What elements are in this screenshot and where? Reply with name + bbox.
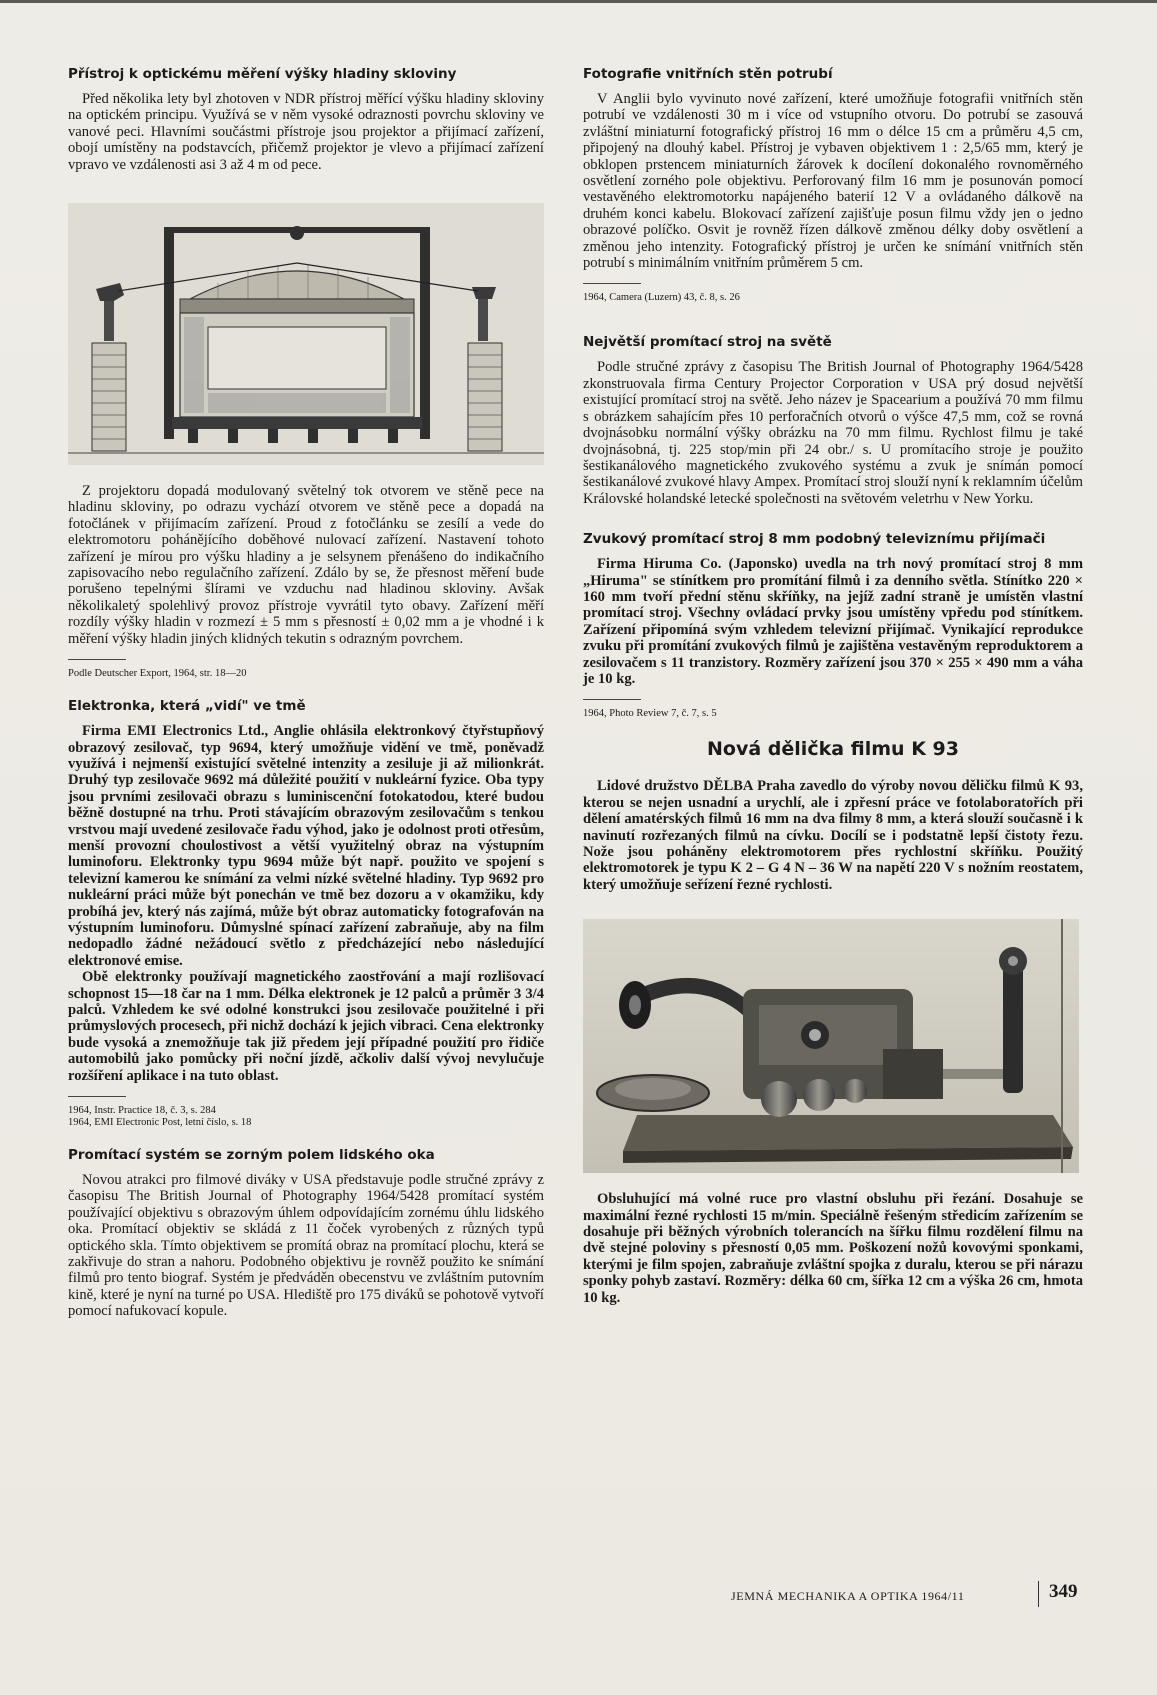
article-title: Zvukový promítací stroj 8 mm podobný televiznímu přijímači bbox=[583, 531, 1046, 548]
article-source: 1964, Camera (Luzern) 43, č. 8, s. 26 bbox=[583, 292, 740, 304]
journal-title: JEMNÁ MECHANIKA A OPTIKA 1964/11 bbox=[731, 1589, 965, 1603]
film-splitter-image bbox=[583, 919, 1079, 1173]
article-paragraph: Z projektoru dopadá modulovaný světelný tok otvorem ve stěně pece na hladinu skloviny, po odrazu vychází otvorem ve stěně pece a dopadá na fotočlánek v přijímacím zařízení. Proud z fotočlánku se zesílí a vede do elektromotoru pohánějícího doběhové nulovací zařízení. Nastavení tohoto zařízení je mírou pro výšku hladiny a je selsynem přenášeno do indikačního zapisovacího nebo regulačního zařízení. Zdálo by se, že přesnost měření bude porušeno tepelnými šlírami ve vzduchu nad hladinou skloviny. Avšak několikaletý spolehlivý provoz přístroje vyvrátil tyto obavy. Zařízení měří rozdíly výšky hladin v rozmezí ± 5 mm s přesností ± 0,02 mm a je vhodné i k měření výšky hladin jiných klidných tekutin s odrazným povrchem. bbox=[68, 483, 544, 647]
article-title: Elektronka, která „vidí" ve tmě bbox=[68, 698, 306, 715]
article-title: Přístroj k optickému měření výšky hladiny skloviny bbox=[68, 66, 457, 82]
article-night-tube bbox=[68, 698, 544, 1129]
article-paragraph: Firma EMI Electronics Ltd., Anglie ohlásila elektronkový čtyřstupňový obrazový zesilovač, typ 9694, který umožňuje vidění ve tmě, poněvadž využívá i nejmenší existující světelné intenzity a zesiluje ji až milionkrát. Druhý typ zesilovače 9692 má důležité použití v nukleární fyzice. Oba typy jsou prvními zesilovači obrazu s luminiscenční fotokatodou, které budou běžně dostupné na trhu. Proti stávajícím obrazovým zesilovačům s tenkou vrstvou mají uvedené zesilovače řadu výhod, jako je odolnost proti otřesům, menší provozní choulostivost a větší využitelný obraz na výstupním luminoforu. Elektronky typu 9694 může být např. použito ve spojení s televizní kamerou ke snímání za velmi nízké světelné hladiny. Typ 9692 pro nukleární práci může být ponechán ve tmě bez dozoru a v okamžiku, kdy probíhá jev, který nás zajímá, může být obraz automaticky fotografován na výstupním luminoforu. Důmyslné spínací zařízení zabraňuje, aby na film nedopadlo žádné nežádoucí světlo z předcházející nebo následující elektronové emise. bbox=[68, 723, 544, 969]
article-paragraph: V Anglii bylo vyvinuto nové zařízení, které umožňuje fotografii vnitřních stěn potrubí ve vzdálenosti 30 m i více od vstupního otvoru. Do potrubí se zasouvá zvláštní miniaturní fotografický přístroj 16 mm o délce 15 cm a průměru 4,5 cm, připojený na dlouhý kabel. Přístroj je vybaven objektivem 1 : 2,5/65 mm, který je obklopen prstencem miniaturních žárovek k docílení dokonalého rovnoměrného osvětlení zorného pole objektivu. Perforovaný film 16 mm je posunován pomocí vestavěného elektromotorku napájeného baterií 12 V a ovládaného dálkově na druhém konci kabelu. Blokovací zařízení zajišťuje posun filmu vždy jen o jedno obrazové políčko. Osvit je rovněž řízen dálkově změnou délky doby osvětlení a změnou jeho intenzity. Fotografický přístroj je určen ke snímání vnitřních stěn potrubí s minimálním vnitřním průměrem 5 cm. bbox=[583, 91, 1083, 272]
top-rule bbox=[0, 0, 1157, 3]
article-source: 1964, Photo Review 7, č. 7, s. 5 bbox=[583, 708, 717, 720]
source-rule bbox=[583, 699, 641, 700]
furnace-diagram bbox=[68, 203, 544, 465]
article-paragraph: Lidové družstvo DĚLBA Praha zavedlo do výroby novou děličku filmů K 93, kterou se nejen usnadní a urychlí, ale i zpřesní práce ve fotolaboratořích při dělení amatérských filmů 16 mm na dva filmy 8 mm, a která slouží současně i k navinutí rozřezaných filmů na cívku. Docílí se i podstatně lepší čistoty řezu. Nože jsou poháněny elektromotorem přes rychlostní skříňku. Použitý elektromotorek je typu K 2 – G 4 N – 36 W na napětí 220 V s nožním reostatem, který umožňuje seřízení řezné rychlosti. bbox=[583, 778, 1083, 893]
article-film-splitter bbox=[583, 738, 1083, 1306]
article-paragraph: Obsluhující má volné ruce pro vlastní obsluhu při řezání. Dosahuje se maximální řezné rychlosti 15 m/min. Speciálně řešeným středicím zařízením se dosahuje při běžných výrobních tolerancích na šířku filmu rozdělení filmu na dvě stejné poloviny s přesností 0,05 mm. Poškození nožů kovovými sponkami, kterými je film spojen, zabraňuje zvláštní spojka z duralu, kterou se při nárazu sponky pohyb zastaví. Rozměry: délka 60 cm, šířka 12 cm a výška 26 cm, hmota 10 kg. bbox=[583, 1191, 1083, 1306]
article-title: Největší promítací stroj na světě bbox=[583, 334, 832, 351]
film-splitter-photo bbox=[583, 919, 1079, 1173]
article-paragraph: Obě elektronky používají magnetického zaostřování a mají rozlišovací schopnost 15—18 čar na 1 mm. Délka elektronek je 12 palců a průměr 3 3/4 palců. Vzhledem ke své odolné konstrukci jsou zesilovače použitelné i při průmyslových procesech, při nichž dochází k jejich vibraci. Cena elektronky bude vysoká a znemožňuje tak již předem její případné použití pro řidiče automobilů jako pomůcky při noční jízdě, ačkoliv další vývoj nevylučuje rozšíření aplikace i na tuto oblast. bbox=[68, 969, 544, 1084]
article-eye-projection bbox=[68, 1147, 544, 1320]
article-source: 1964, Instr. Practice 18, č. 3, s. 284 bbox=[68, 1105, 216, 1117]
article-title: Nová dělička filmu K 93 bbox=[707, 738, 959, 761]
article-title: Fotografie vnitřních stěn potrubí bbox=[583, 66, 833, 82]
source-rule bbox=[68, 659, 126, 660]
article-paragraph: Před několika lety byl zhotoven v NDR přístroj měřící výšku hladiny skloviny na optickém principu. Využívá se v něm vysoké odraznosti povrchu skloviny ve vanové peci. Hlavními součástmi přístroje jsou projektor a přijímací zařízení, obojí umístěny na podstavcích, přičemž projektor je vlevo a přijímací zařízení vpravo ve vzdálenosti asi 3 až 4 m od pece. bbox=[68, 91, 544, 173]
article-title: Promítací systém se zorným polem lidského oka bbox=[68, 1147, 435, 1164]
footer-separator bbox=[1038, 1581, 1039, 1607]
article-paragraph: Podle stručné zprávy z časopisu The British Journal of Photography 1964/5428 zkonstruovala firma Century Projector Corporation v USA prý dosud největší existující promítací stroj na světě. Jeho název je Spacearium a používá 70 mm filmu s obrázkem sahajícím přes 10 perforačních otvorů o výšce 47,5 mm, což se rovná dvojnásobku normální výšky obrázku na 70 mm filmu. Rychlost filmu je také dvojnásobná, tj. 225 stop/min při 24 obr./ s. U promítacího stroje je použito šestikanálového magnetického zvukového systému a zvuk je snímán pomocí šestikanálové zvukové hlavy Ampex. Promítací stroj slouží nyní k reklamním účelům Královské holandské letecké společnosti na světovém veletrhu v New Yorku. bbox=[583, 359, 1083, 507]
left-column bbox=[68, 66, 544, 1320]
source-rule bbox=[583, 283, 641, 284]
source-rule bbox=[68, 1096, 126, 1097]
article-source: Podle Deutscher Export, 1964, str. 18—20 bbox=[68, 668, 247, 680]
right-column bbox=[583, 66, 1083, 1306]
article-source: 1964, EMI Electronic Post, letní číslo, s. 18 bbox=[68, 1117, 252, 1129]
page-footer bbox=[731, 1581, 1091, 1607]
article-glass-level bbox=[68, 66, 544, 680]
article-paragraph: Novou atrakci pro filmové diváky v USA představuje podle stručné zprávy z časopisu The British Journal of Photography 1964/5428 promítací systém používající objektivu s obrazovým úhlem odpovídajícím zornému úhlu lidského oka. Promítací objektiv se skládá z 11 čoček vyrobených z různých typů optického skla. Tímto objektivem se promítá obraz na promítací plochu, která se zakřivuje do stran a nahoru. Podobného objektivu je rovněž použito ke snímání filmů pro tento biograf. Systém je předváděn obecenstvu ve zvláštním putovním kině, které je nyní na turné po USA. Hlediště pro 175 diváků se pohotově vytvoří pomocí nafukovací kopule. bbox=[68, 1172, 544, 1320]
article-pipe-photo bbox=[583, 66, 1083, 304]
article-largest-projector bbox=[583, 334, 1083, 507]
furnace-drawing bbox=[68, 203, 544, 465]
article-tv-projector bbox=[583, 531, 1083, 720]
page-number: 349 bbox=[1049, 1581, 1078, 1602]
article-paragraph: Firma Hiruma Co. (Japonsko) uvedla na trh nový promítací stroj 8 mm „Hiruma" se stínítkem pro promítání filmů i za denního světla. Stínítko 220 × 160 mm tvoří přední stěnu skříňky, na jejíž zadní straně je umístěn vlastní promítací stroj. Všechny ovládací prvky jsou umístěny vpředu pod stínítkem. Zařízení připomíná svým vzhledem televizní přijímač. Vynikající reprodukce zvuku při promítání zvukových filmů je zajištěna vestavěným reproduktorem a zesilovačem s 11 tranzistory. Rozměry zařízení jsou 370 × 255 × 490 mm a váha je 10 kg. bbox=[583, 556, 1083, 687]
